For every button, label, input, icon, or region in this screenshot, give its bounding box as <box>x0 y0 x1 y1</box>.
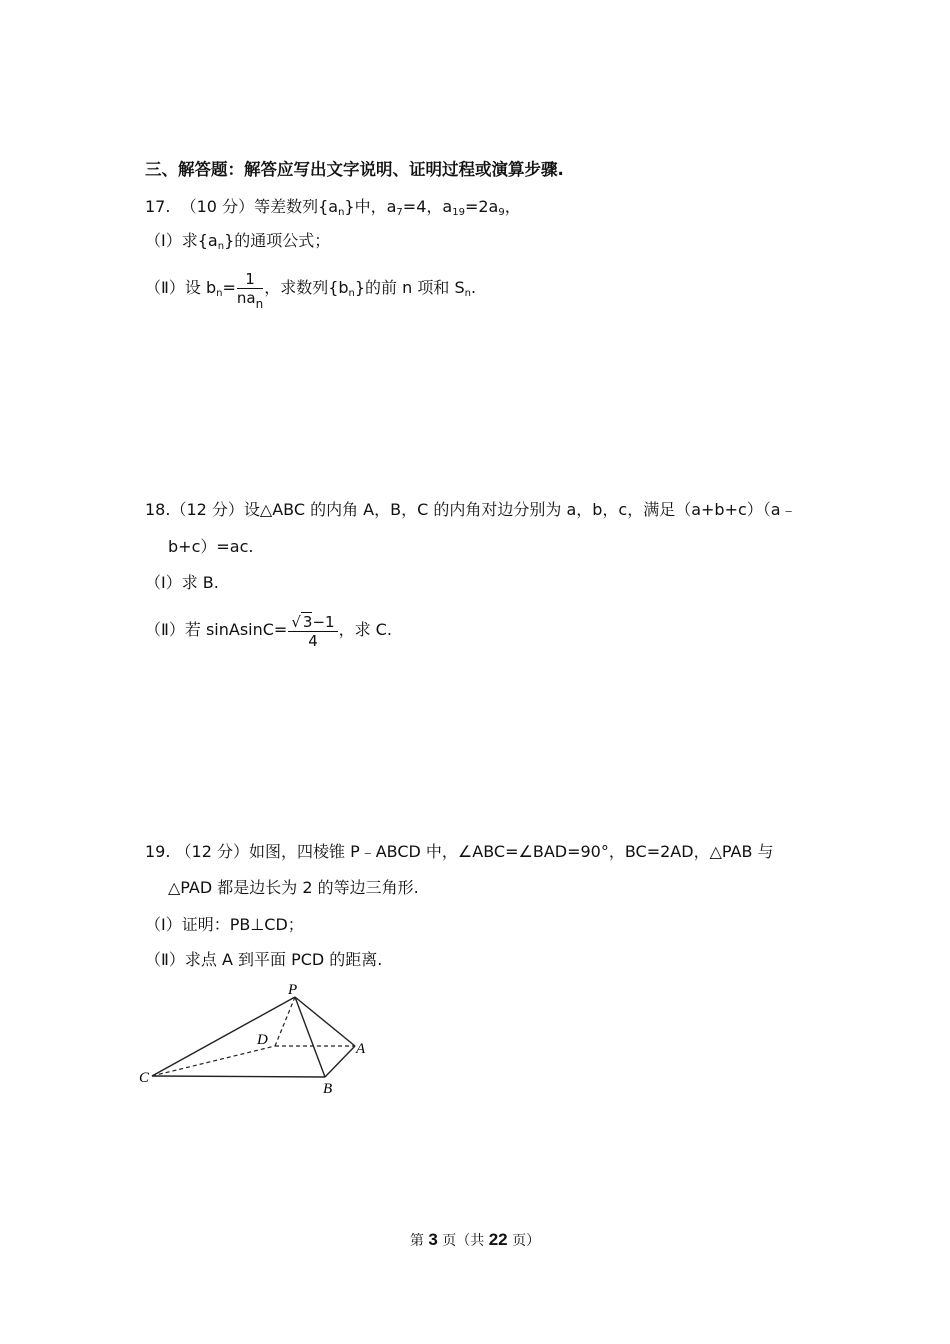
q17-part1-text: }的通项公式； <box>224 231 331 250</box>
label-c: C <box>139 1070 150 1086</box>
edge-cb <box>152 1076 325 1077</box>
fraction-denominator: 4 <box>308 631 318 650</box>
subscript: n <box>338 207 345 218</box>
page-footer <box>0 1230 950 1250</box>
subscript: n <box>464 288 471 299</box>
numerator-tail: −1 <box>312 612 335 631</box>
q18-part1: （Ⅰ）求 B. <box>145 573 219 592</box>
q17-text: =4，a <box>402 197 453 216</box>
q17-text: }中，a <box>344 197 397 216</box>
q17-part2-text: . <box>470 278 477 297</box>
q19-stem-line1: 19. （12 分）如图，四棱锥 P﹣ABCD 中，∠ABC=∠BAD=90°，BC=2AD，△PAB 与 <box>145 842 774 861</box>
section-title: 三、解答题：解答应写出文字说明、证明过程或演算步骤. <box>145 160 564 179</box>
q18-part2-text: ，求 C. <box>338 620 392 639</box>
label-d: D <box>257 1032 268 1048</box>
q17-score: （10 分） <box>180 197 255 216</box>
q17-stem <box>145 197 521 217</box>
q17-text: 等差数列{a <box>254 197 339 216</box>
q19-part1: （Ⅰ）证明：PB⊥CD； <box>145 915 304 934</box>
q18-part2 <box>145 610 392 650</box>
pyramid-figure <box>135 980 375 1100</box>
q19-part2: （Ⅱ）求点 A 到平面 PCD 的距离. <box>145 950 383 969</box>
edge-cd-hidden <box>152 1046 275 1076</box>
q18-part2-text: （Ⅱ）若 sinAsinC= <box>145 620 288 639</box>
subscript: n <box>348 288 355 299</box>
q17-part1 <box>145 231 330 251</box>
subscript: 9 <box>498 207 505 218</box>
q18-stem-line2: b+c）=ac. <box>168 537 254 556</box>
fraction-numerator: 1 <box>237 270 263 289</box>
q19-stem-line2: △PAD 都是边长为 2 的等边三角形. <box>168 878 419 897</box>
q17-text: ， <box>504 197 521 216</box>
label-p: P <box>288 982 298 998</box>
footer-text: 第 <box>409 1233 429 1249</box>
q17-part2 <box>145 268 477 311</box>
q17-part2-text: ，求数列{b <box>264 278 349 297</box>
q18-stem-line1: 18.（12 分）设△ABC 的内角 A，B，C 的内角对边分别为 a，b，c，满足（a+b+c）（a﹣ <box>145 500 797 519</box>
q17-part2-text: = <box>222 278 236 297</box>
q17-number: 17. <box>145 197 171 216</box>
page-number: 3 <box>428 1230 438 1249</box>
fraction-1-over-nan <box>236 270 264 311</box>
subscript: 7 <box>396 207 403 218</box>
q17-part2-text: }的前 n 项和 S <box>354 278 465 297</box>
fraction-denominator: $na_n$ <box>236 289 264 311</box>
edge-pc <box>152 997 295 1076</box>
total-pages: 22 <box>488 1230 508 1249</box>
subscript: 19 <box>452 207 465 218</box>
edge-pd-hidden <box>275 997 295 1046</box>
footer-text: 页（共 <box>437 1233 489 1249</box>
fraction-numerator: √ 3−1 <box>288 612 337 632</box>
q17-part2-text: （Ⅱ）设 b <box>145 278 217 297</box>
fraction-sqrt3-minus-1-over-4 <box>288 612 337 650</box>
label-a: A <box>356 1041 366 1057</box>
subscript: n <box>217 241 225 252</box>
q17-text: =2a <box>464 197 499 216</box>
edge-ba <box>325 1046 355 1077</box>
label-b: B <box>323 1081 333 1097</box>
subscript: n <box>216 288 223 299</box>
q17-part1-text: （Ⅰ）求{a <box>145 231 218 250</box>
sqrt-radicand: 3 <box>302 612 313 631</box>
footer-text: 页） <box>507 1233 541 1249</box>
subscript: n <box>255 297 264 311</box>
